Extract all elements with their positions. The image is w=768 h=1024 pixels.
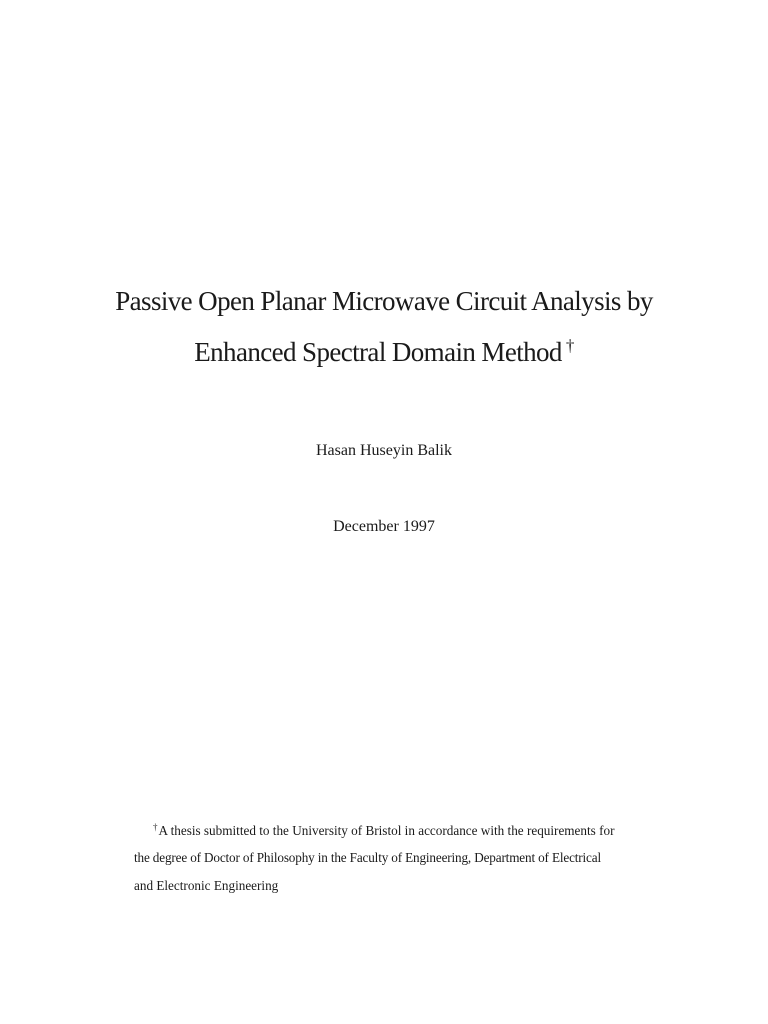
thesis-title-line-2-text: Enhanced Spectral Domain Method [194,337,562,367]
footnote-line-1 [153,823,698,837]
footnote-mark: † [153,822,158,832]
author-name: Hasan Huseyin Balik [316,442,452,459]
footnote-line-1-text: A thesis submitted to the University of Bristol in accordance with the requirements for [158,823,615,838]
footnote-line-2: the degree of Doctor of Philosophy in the Faculty of Engineering, Department of Electrical [134,850,601,865]
footnote-line-3: and Electronic Engineering [134,878,279,893]
thesis-title-line-1: Passive Open Planar Microwave Circuit Analysis by [115,286,653,316]
thesis-title-line-2 [0,337,768,366]
title-footnote-mark: † [565,336,574,355]
submission-date: December 1997 [333,518,435,535]
